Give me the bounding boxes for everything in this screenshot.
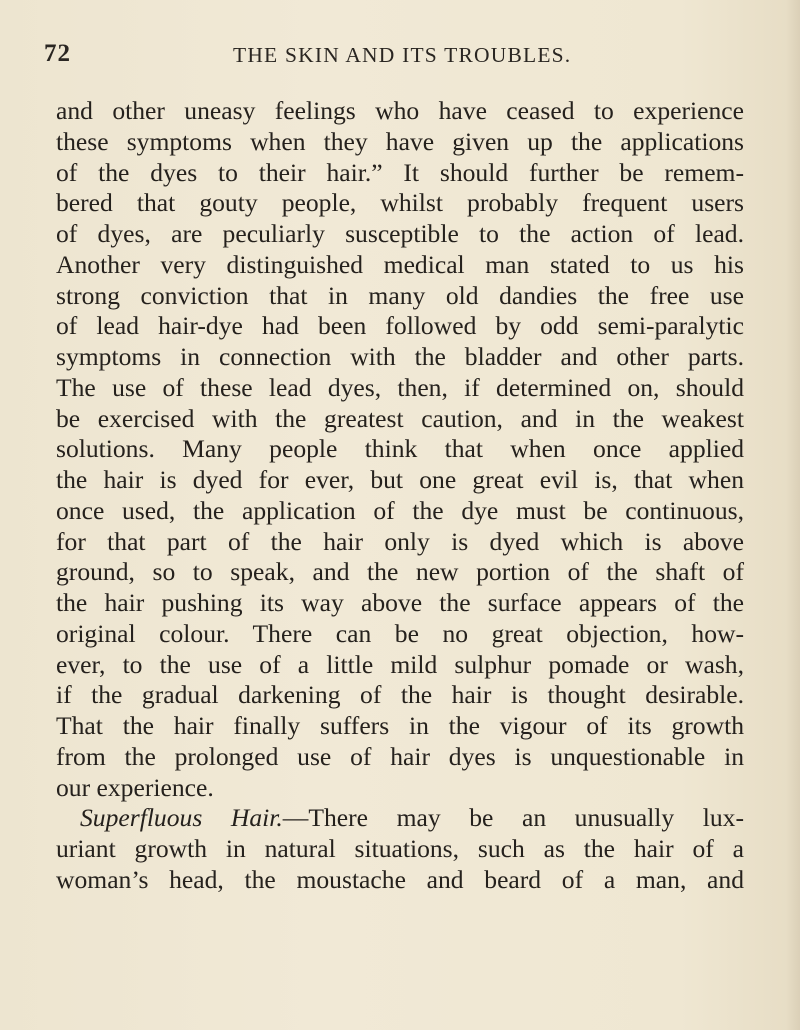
- page-edge-shadow: [786, 0, 800, 1030]
- text-line: these symptoms when they have given up the applications: [56, 126, 744, 156]
- text-line: bered that gouty people, whilst probably frequent users: [56, 188, 744, 218]
- text-line: if the gradual darkening of the hair is thought desirable.: [56, 680, 744, 710]
- text-line: ever, to the use of a little mild sulphur pomade or wash,: [56, 649, 744, 679]
- text-line: be exercised with the greatest caution, and in the weakest: [56, 403, 744, 433]
- section-first-line: [56, 803, 744, 834]
- text-line: uriant growth in natural situations, such as the hair of a: [56, 834, 744, 863]
- text-line: once used, the application of the dye must be continuous,: [56, 495, 744, 525]
- text-line: the hair pushing its way above the surface appears of the: [56, 588, 744, 617]
- section-first-line-text: —There may be an unusually lux-: [282, 803, 745, 833]
- page-header: [44, 40, 764, 74]
- text-line: symptoms in connection with the bladder and other parts.: [56, 342, 744, 371]
- text-line: The use of these lead dyes, then, if determined on, should: [56, 372, 744, 402]
- text-line: solutions. Many people think that when once applied: [56, 434, 744, 464]
- text-line: woman’s head, the moustache and beard of a man, and: [56, 864, 744, 894]
- text-line: of the dyes to their hair.” It should further be remem-: [56, 157, 744, 187]
- text-line: strong conviction that in many old dandies the free use: [56, 280, 744, 310]
- text-line: the hair is dyed for ever, but one great evil is, that when: [56, 465, 744, 494]
- body-text: [56, 96, 744, 896]
- text-line: of dyes, are peculiarly susceptible to the action of lead.: [56, 219, 744, 248]
- section-heading: Superfluous Hair.: [80, 803, 283, 833]
- text-line: for that part of the hair only is dyed which is above: [56, 526, 744, 556]
- text-line: ground, so to speak, and the new portion of the shaft of: [56, 557, 744, 587]
- text-line: original colour. There can be no great objection, how-: [56, 618, 744, 648]
- text-line: of lead hair-dye had been followed by odd semi-paralytic: [56, 311, 744, 341]
- running-head: THE SKIN AND ITS TROUBLES.: [233, 43, 572, 67]
- text-line: from the prolonged use of hair dyes is unquestionable in: [56, 741, 744, 771]
- text-line: Another very distinguished medical man stated to us his: [56, 249, 744, 279]
- page-number: 72: [44, 40, 71, 67]
- text-line: our experience.: [56, 772, 214, 802]
- text-line: and other uneasy feelings who have ceased to experience: [56, 96, 744, 125]
- text-line: That the hair finally suffers in the vigour of its growth: [56, 711, 744, 740]
